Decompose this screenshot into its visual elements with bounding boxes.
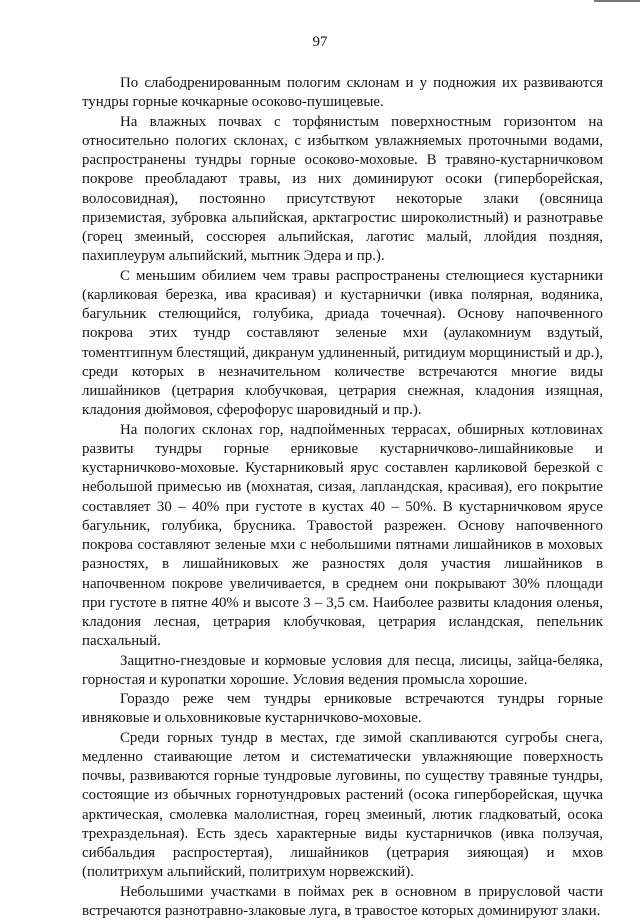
document-body [82, 74, 603, 921]
page-number: 97 [0, 34, 640, 51]
paragraph: Небольшими участками в поймах рек в основном в прирусловой части встречаются разнотравно-злаковые луга, в травостое которых доминируют злаки. [82, 883, 603, 921]
page-edge-mark [594, 0, 640, 2]
paragraph: По слабодренированным пологим склонам и у подножия их развиваются тундры горные кочкарные осоково-пушицевые. [82, 74, 603, 113]
paragraph: Среди горных тундр в местах, где зимой скапливаются сугробы снега, медленно стаивающие летом и систематически увлажняющие поверхность почвы, развиваются горные тундровые луговины, по существу травяные тундры, состоящие из обычных горнотундровых растений (осока гиперборейская, щучка арктическая, смолевка малолистная, горец змеиный, лютик гладковатый, осока трехраздельная). Есть здесь характерные виды кустарничков (ивка ползучая, сиббальдия распростертая), лишайников (цетрария зияющая) и мхов (политрихум альпийский, политрихум норвежский). [82, 729, 603, 883]
paragraph: Гораздо реже чем тундры ерниковые встречаются тундры горные ивняковые и ольховниковые кустарничково-моховые. [82, 690, 603, 729]
paragraph: На пологих склонах гор, надпойменных террасах, обширных котловинах развиты тундры горные ерниковые кустарничково-лишайниковые и кустарничково-моховые. Кустарниковый ярус составлен карликовой березкой с небольшой примесью ив (мохнатая, сизая, лапландская, красивая), его покрытие составляет 30 – 40% при густоте в кустах 40 – 50%. В кустарничковом ярусе багульник, голубика, брусника. Травостой разрежен. Основу напочвенного покрова составляют зеленые мхи с небольшими пятнами лишайников в моховых разностях, в лишайниковых же разностях доля участия лишайников в напочвенном покрове увеличивается, в среднем они покрывают 30% площади при густоте в пятне 40% и высоте 3 – 3,5 см. Наиболее развиты кладония оленья, кладония лесная, цетрария клобучковая, цетрария исландская, пепельник пасхальный. [82, 421, 603, 652]
paragraph: На влажных почвах с торфянистым поверхностным горизонтом на относительно пологих склонах, с избытком увлажняемых проточными водами, распространены тундры горные осоково-моховые. В травяно-кустарничковом покрове преобладают травы, из них доминируют осоки (гиперборейская, волосовидная), постоянно присутствуют некоторые злаки (овсяница приземистая, зубровка альпийская, арктагростис широколистный) и разнотравье (горец змеиный, соссюрея альпийская, лаготис малый, ллойдия поздняя, пахиплеурум альпийский, мытник Эдера и пр.). [82, 113, 603, 267]
paragraph: Защитно-гнездовые и кормовые условия для песца, лисицы, зайца-беляка, горностая и куропатки хорошие. Условия ведения промысла хорошие. [82, 652, 603, 691]
paragraph: С меньшим обилием чем травы распространены стелющиеся кустарники (карликовая березка, ива красивая) и кустарнички (ивка полярная, водяника, багульник стелющийся, голубика, дриада точечная). Основу напочвенного покрова этих тундр составляют зеленые мхи (аулакомниум вздутый, томентгипнум блестящий, дикранум удлиненный, ритидиум морщинистый и др.), среди которых в незначительном количестве встречаются многие виды лишайников (цетрария клобучковая, цетрария снежная, кладония изящная, кладония дюймовоя, сферофорус шаровидный и пр.). [82, 267, 603, 421]
